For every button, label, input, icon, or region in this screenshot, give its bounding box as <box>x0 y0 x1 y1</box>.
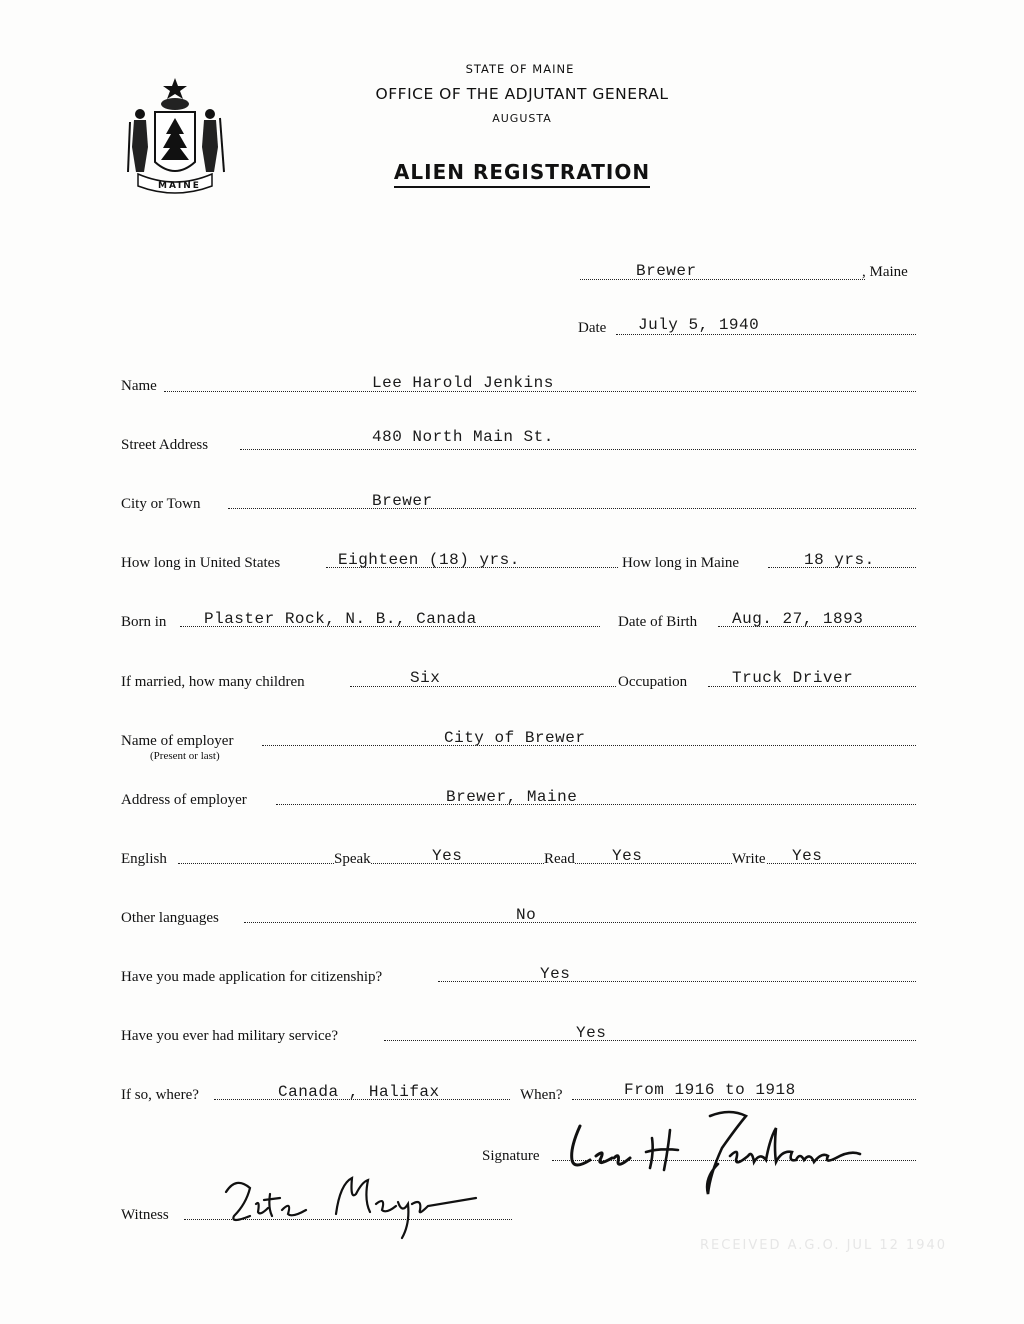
citizenship-line <box>438 981 916 982</box>
place-suffix: , Maine <box>862 264 908 280</box>
speak-label: Speak <box>334 851 371 867</box>
employer-line <box>262 745 916 746</box>
born-in-label: Born in <box>121 614 167 630</box>
name-label: Name <box>121 378 157 394</box>
employer-address-value: Brewer, Maine <box>446 788 578 806</box>
military-line <box>384 1040 916 1041</box>
citizenship-value: Yes <box>540 965 571 983</box>
where-label: If so, where? <box>121 1087 199 1103</box>
maine-duration-value: 18 yrs. <box>804 551 875 569</box>
children-label: If married, how many children <box>121 674 305 690</box>
dob-value: Aug. 27, 1893 <box>732 610 864 628</box>
us-duration-value: Eighteen (18) yrs. <box>338 551 520 569</box>
occupation-value: Truck Driver <box>732 669 854 687</box>
read-value: Yes <box>612 847 643 865</box>
when-label: When? <box>520 1087 563 1103</box>
received-stamp: RECEIVED A.G.O. JUL 12 1940 <box>700 1238 948 1253</box>
seal-banner-label: MAINE <box>158 181 201 191</box>
header-office: OFFICE OF THE ADJUTANT GENERAL <box>375 85 669 103</box>
signature-handwriting-icon <box>560 1108 900 1198</box>
employer-value: City of Brewer <box>444 729 586 747</box>
employer-address-line <box>276 804 916 805</box>
date-label: Date <box>578 320 607 336</box>
witness-handwriting-icon <box>206 1164 496 1244</box>
where-value: Canada , Halifax <box>278 1083 440 1101</box>
other-languages-line <box>244 922 916 923</box>
us-duration-label: How long in United States <box>121 555 281 571</box>
english-label: English <box>121 851 167 867</box>
date-value: July 5, 1940 <box>638 316 760 334</box>
citizenship-label: Have you made application for citizenship? <box>121 969 383 985</box>
speak-value: Yes <box>432 847 463 865</box>
place-value: Brewer <box>636 262 697 280</box>
write-value: Yes <box>792 847 823 865</box>
military-label: Have you ever had military service? <box>121 1028 338 1044</box>
street-value: 480 North Main St. <box>372 428 554 446</box>
when-line <box>572 1099 916 1100</box>
city-value: Brewer <box>372 492 433 510</box>
employer-address-label: Address of employer <box>121 792 247 808</box>
occupation-label: Occupation <box>618 674 688 690</box>
date-line <box>616 334 916 335</box>
employer-sublabel: (Present or last) <box>150 750 220 762</box>
form-title-text: ALIEN REGISTRATION <box>394 160 650 188</box>
employer-label: Name of employer <box>121 733 234 749</box>
form-title <box>10 160 1024 184</box>
witness-label: Witness <box>121 1207 169 1223</box>
when-value: From 1916 to 1918 <box>624 1081 796 1099</box>
read-label: Read <box>544 851 575 867</box>
other-languages-value: No <box>516 906 537 924</box>
street-line <box>240 449 916 450</box>
write-label: Write <box>732 851 766 867</box>
other-languages-label: Other languages <box>121 910 219 926</box>
children-value: Six <box>410 669 441 687</box>
military-value: Yes <box>576 1024 607 1042</box>
children-line <box>350 686 616 687</box>
born-in-value: Plaster Rock, N. B., Canada <box>204 610 477 628</box>
name-value: Lee Harold Jenkins <box>372 374 554 392</box>
signature-label: Signature <box>482 1148 540 1164</box>
city-line <box>228 508 916 509</box>
header-city: AUGUSTA <box>492 112 552 125</box>
city-label: City or Town <box>121 496 201 512</box>
street-label: Street Address <box>121 437 209 453</box>
header-state: STATE OF MAINE <box>465 62 575 76</box>
dob-label: Date of Birth <box>618 614 698 630</box>
place-line <box>580 279 865 280</box>
maine-duration-label: How long in Maine <box>622 555 740 571</box>
